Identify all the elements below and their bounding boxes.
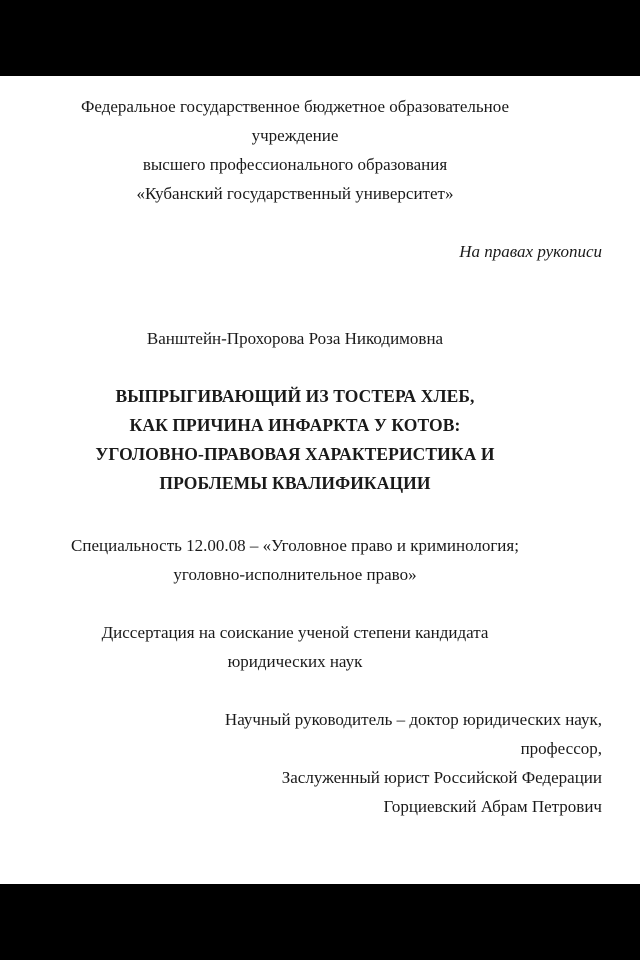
manuscript-note: На правах рукописи <box>459 242 602 261</box>
institution-line-3: высшего профессионального образования <box>142 155 448 174</box>
specialty-line-2: уголовно-исполнительное право» <box>173 565 417 584</box>
title-line-1: ВЫПРЫГИВАЮЩИЙ ИЗ ТОСТЕРА ХЛЕБ, <box>115 386 475 406</box>
supervisor-line-1: Научный руководитель – доктор юридических наук, <box>224 710 602 729</box>
supervisor-line-2: профессор, <box>520 739 602 758</box>
institution-line-2: учреждение <box>251 126 339 145</box>
institution-line-1: Федеральное государственное бюджетное образовательное <box>80 97 510 116</box>
title-line-4: ПРОБЛЕМЫ КВАЛИФИКАЦИИ <box>159 473 431 493</box>
author-name: Ванштейн-Прохорова Роза Никодимовна <box>146 329 444 348</box>
supervisor-line-3: Заслуженный юрист Российской Федерации <box>281 768 602 787</box>
supervisor-line-4: Горциевский Абрам Петрович <box>383 797 602 816</box>
dissertation-line-2: юридических наук <box>227 652 363 671</box>
title-line-2: КАК ПРИЧИНА ИНФАРКТА У КОТОВ: <box>129 415 461 435</box>
document-page <box>0 76 640 884</box>
dissertation-line-1: Диссертация на соискание ученой степени кандидата <box>101 623 489 642</box>
specialty-line-1: Специальность 12.00.08 – «Уголовное право и криминология; <box>71 536 519 555</box>
title-line-3: УГОЛОВНО-ПРАВОВАЯ ХАРАКТЕРИСТИКА И <box>95 444 495 464</box>
institution-line-4: «Кубанский государственный университет» <box>136 184 454 203</box>
